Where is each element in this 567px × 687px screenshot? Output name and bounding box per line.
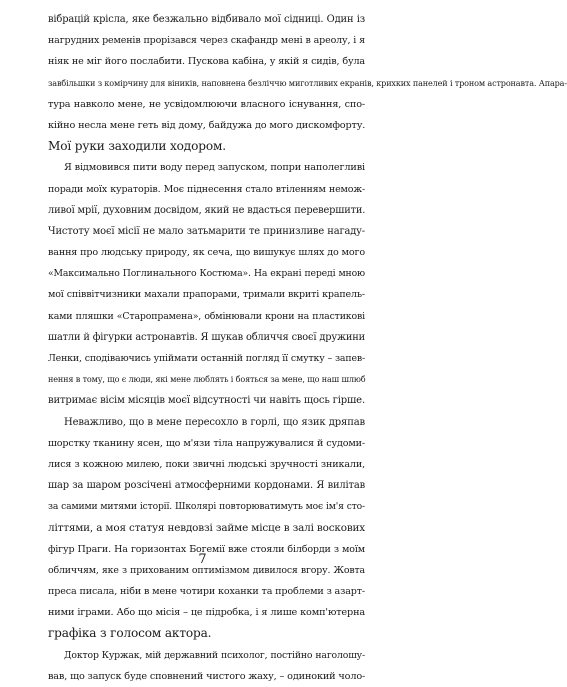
text-line: шатли й фігурки астронавтів. Я шукав обличчя своєї дружини: [48, 331, 365, 343]
page-number: 7: [198, 552, 207, 567]
text-line: преса писала, ніби в мене чотири коханки та проблеми з азарт-: [48, 586, 366, 598]
body-text: [48, 9, 567, 687]
text-line: ливої мрії, духовним досвідом, який не вдасться перевершити.: [48, 204, 366, 216]
text-line: вав, що запуск буде сповнений чистого жаху, – одинокий чоло-: [48, 670, 366, 682]
text-line: фігур Праги. На горизонтах Богемії вже стояли білборди з моїм: [48, 543, 365, 555]
text-line: ними іграми. Або що місія – це підробка, і я лише комп'ютерна: [48, 607, 365, 619]
text-line: нення в тому, що є люди, які мене люблять і бояться за мене, що наш шлюб: [48, 374, 366, 385]
text-line: Чистоту моєї місії не мало затьмарити те принизливе нагаду-: [48, 225, 365, 237]
text-line: лися з кожною милею, поки звичні людські зручності зникали,: [48, 458, 365, 470]
text-line: за самими митями історії. Школярі повторюватимуть моє ім'я сто-: [48, 501, 365, 513]
text-line: витримає вісім місяців моєї відсутності чи навіть щось гірше.: [48, 395, 365, 407]
text-line: мої співвітчизники махали прапорами, тримали вкриті крапель-: [48, 289, 365, 301]
text-line: вібрацій крісла, яке безжально відбивало мої сідниці. Один із: [48, 14, 365, 25]
text-line: літтями, а моя статуя невдовзі займе місце в залі воскових: [48, 521, 366, 534]
text-line: Ленки, сподіваючись упіймати останній погляд її смутку – запев-: [48, 353, 365, 364]
paragraph-start-line: Доктор Куржак, мій державний психолог, постійно наголошу-: [64, 649, 365, 661]
text-line: нагрудних ременів прорізався через скафандр мені в ареолу, і я: [48, 35, 365, 47]
text-line: поради моїх кураторів. Моє піднесення стало втіленням немож-: [48, 183, 365, 195]
text-line: «Максимально Поглинального Костюма». На екрані переді мною: [48, 268, 365, 280]
text-line: вання про людську природу, як сеча, що вишукує шлях до мого: [48, 247, 365, 259]
text-line: ніяк не міг його послабити. Пускова кабіна, у якій я сидів, була: [48, 56, 365, 68]
paragraph-start-line: Я відмовився пити воду перед запуском, попри наполегливі: [64, 162, 365, 174]
text-line: Мої руки заходили ходором.: [48, 139, 226, 154]
text-line: шорстку тканину ясен, що м'язи тіла напружувалися й судоми-: [48, 437, 365, 449]
text-line: обличчям, яке з прихованим оптимізмом дивилося вгору. Жовта: [48, 564, 365, 576]
text-line: шар за шаром розсічені атмосферними кордонами. Я вилітав: [48, 480, 365, 492]
text-line: ками пляшки «Старопрамена», обмінювали крони на пластикові: [48, 310, 365, 322]
text-line: завбільшки з комірчину для віників, наповнена безліччю миготливих екранів, крихких панелей і троном астронавта. Апара-: [48, 77, 567, 88]
text-line: графіка з голосом актора.: [48, 626, 212, 641]
text-line: тура навколо мене, не усвідомлюючи власного існування, спо-: [48, 98, 365, 110]
text-line: кійно несла мене геть від дому, байдужа до мого дискомфорту.: [48, 119, 366, 131]
paragraph-start-line: Неважливо, що в мене пересохло в горлі, що язик дряпав: [64, 416, 365, 428]
